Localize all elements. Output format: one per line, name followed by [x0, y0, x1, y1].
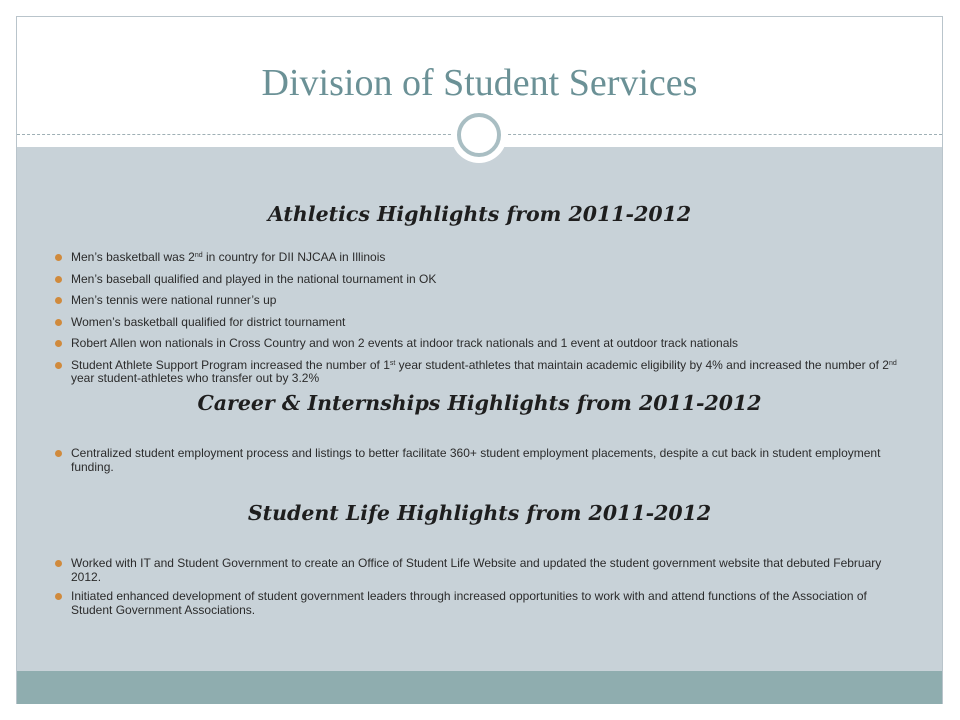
slide [16, 16, 943, 704]
circle-ornament-icon [451, 107, 507, 163]
student-life-list [53, 557, 903, 623]
list-item: Worked with IT and Student Government to create an Office of Student Life Website and updated the student government website that debuted February 2012. [53, 557, 903, 584]
list-item: Centralized student employment process and listings to better facilitate 360+ student employment placements, despite a cut back in student employment funding. [53, 447, 903, 474]
list-item: Women’s basketball qualified for district tournament [53, 316, 903, 330]
bullet-icon [55, 560, 62, 567]
bullet-icon [55, 340, 62, 347]
circle-ring [457, 113, 501, 157]
student-life-heading: Student Life Highlights from 2011-2012 [247, 501, 712, 525]
bullet-icon [55, 450, 62, 457]
athletics-heading: Athletics Highlights from 2011-2012 [267, 202, 692, 226]
career-heading: Career & Internships Highlights from 2011-2012 [197, 391, 762, 415]
list-item: Men’s basketball was 2nd in country for DII NJCAA in Illinois [53, 251, 903, 265]
bullet-icon [55, 254, 62, 261]
bullet-icon [55, 593, 62, 600]
bullet-icon [55, 319, 62, 326]
list-item: Men’s baseball qualified and played in the national tournament in OK [53, 273, 903, 287]
slide-title: Division of Student Services [261, 62, 698, 104]
list-item: Initiated enhanced development of student government leaders through increased opportunities to work with and attend functions of the Association of Student Government Associations. [53, 590, 903, 617]
list-item: Men’s tennis were national runner’s up [53, 294, 903, 308]
bullet-icon [55, 297, 62, 304]
footer-band [17, 671, 942, 704]
content-area [17, 147, 942, 671]
bullet-icon [55, 362, 62, 369]
list-item: Student Athlete Support Program increased the number of 1st year student-athletes that maintain academic eligibility by 4% and increased the number of 2nd year student-athletes who transfer out by 3.2% [53, 359, 903, 386]
athletics-list [53, 251, 903, 386]
career-list [53, 447, 903, 474]
bullet-icon [55, 276, 62, 283]
list-item: Robert Allen won nationals in Cross Country and won 2 events at indoor track nationals and 1 event at outdoor track nationals [53, 337, 903, 351]
